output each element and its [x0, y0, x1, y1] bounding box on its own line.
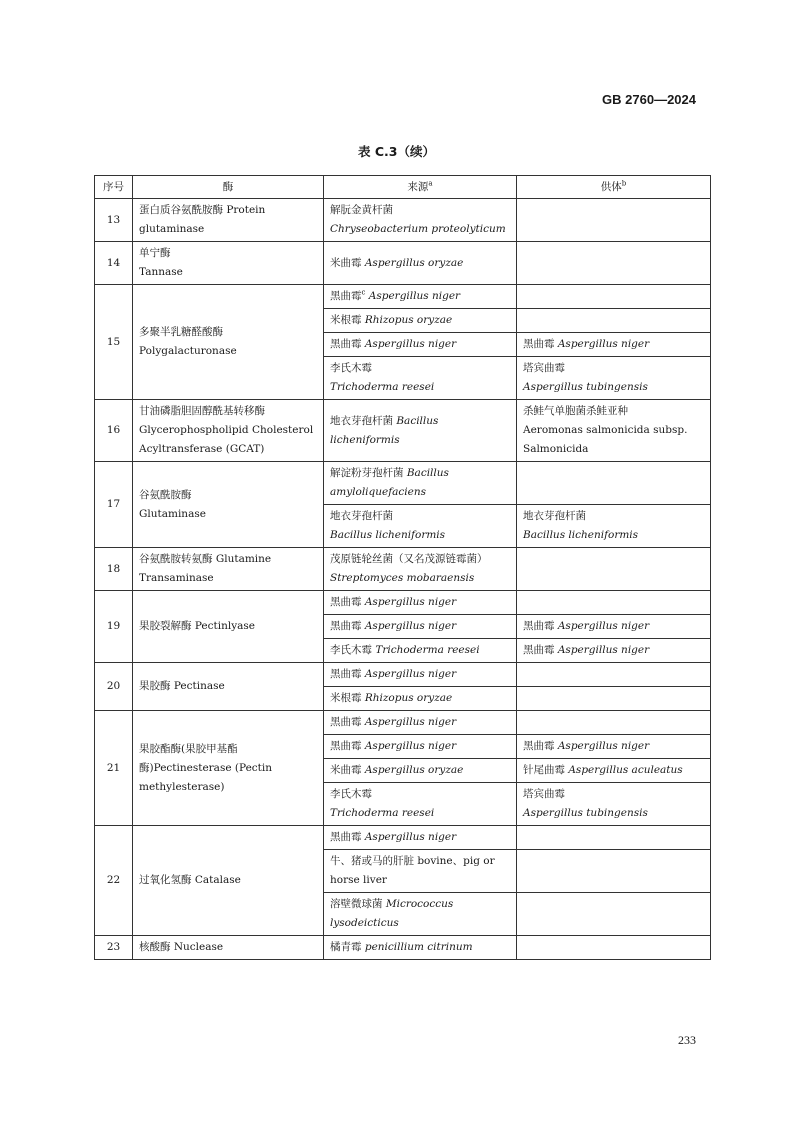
row-number: 16 [95, 400, 133, 462]
donor-cell [517, 591, 711, 615]
enzyme-name: 过氧化氢酶 Catalase [133, 826, 324, 936]
header-num: 序号 [95, 176, 133, 199]
enzyme-table [94, 175, 711, 960]
row-number: 17 [95, 462, 133, 548]
row-number: 23 [95, 936, 133, 960]
donor-cell [517, 663, 711, 687]
donor-cell [517, 893, 711, 936]
source-cell: 黑曲霉 Aspergillus niger [324, 735, 517, 759]
footnote-mark: a [428, 179, 433, 187]
source-cell: 李氏木霉 Trichoderma reesei [324, 639, 517, 663]
row-number: 15 [95, 285, 133, 400]
table-row [95, 663, 711, 687]
donor-cell [517, 850, 711, 893]
source-cell: 米根霉 Rhizopus oryzae [324, 687, 517, 711]
table-row [95, 242, 711, 285]
table-row [95, 591, 711, 615]
row-number: 21 [95, 711, 133, 826]
table-row [95, 462, 711, 505]
enzyme-name: 蛋白质谷氨酰胺酶 Protein glutaminase [133, 199, 324, 242]
table-row [95, 936, 711, 960]
donor-cell: 黑曲霉 Aspergillus niger [517, 639, 711, 663]
donor-cell: 黑曲霉 Aspergillus niger [517, 615, 711, 639]
standard-code: GB 2760—2024 [602, 92, 696, 107]
source-cell: 地衣芽孢杆菌 Bacillus licheniformis [324, 505, 517, 548]
header-source: 来源$^a$ [324, 176, 517, 199]
source-cell: 地衣芽孢杆菌 Bacillus licheniformis [324, 400, 517, 462]
enzyme-name: 甘油磷脂胆固醇酰基转移酶 Glycerophospholipid Cholesterol Acyltransferase (GCAT) [133, 400, 324, 462]
table-row [95, 400, 711, 462]
enzyme-name: 果胶酶 Pectinase [133, 663, 324, 711]
footnote-mark: b [621, 179, 627, 187]
row-number: 22 [95, 826, 133, 936]
enzyme-name: 果胶裂解酶 Pectinlyase [133, 591, 324, 663]
donor-cell [517, 548, 711, 591]
enzyme-name: 多聚半乳糖醛酸酶 Polygalacturonase [133, 285, 324, 400]
source-cell: 李氏木霉 Trichoderma reesei [324, 357, 517, 400]
row-number: 13 [95, 199, 133, 242]
table-row [95, 711, 711, 735]
source-cell: 橘青霉 penicillium citrinum [324, 936, 517, 960]
row-number: 19 [95, 591, 133, 663]
donor-cell [517, 242, 711, 285]
source-cell: 解朊金黄杆菌 Chryseobacterium proteolyticum [324, 199, 517, 242]
donor-cell [517, 199, 711, 242]
source-cell: 黑曲霉 Aspergillus niger [324, 663, 517, 687]
source-cell: 米根霉 Rhizopus oryzae [324, 309, 517, 333]
footnote-mark: c [361, 288, 366, 297]
table-row [95, 199, 711, 242]
table-row [95, 826, 711, 850]
donor-cell [517, 687, 711, 711]
source-cell: 黑曲霉 Aspergillus niger [324, 333, 517, 357]
source-cell: 溶壁微球菌 Micrococcus lysodeicticus [324, 893, 517, 936]
source-cell: 茂原链轮丝菌（又名茂源链霉菌） Streptomyces mobaraensis [324, 548, 517, 591]
donor-cell: 塔宾曲霉 Aspergillus tubingensis [517, 357, 711, 400]
source-cell: 黑曲霉$^c$ Aspergillus niger [324, 285, 517, 309]
donor-cell: 塔宾曲霉 Aspergillus tubingensis [517, 783, 711, 826]
donor-cell [517, 462, 711, 505]
source-cell: 解淀粉芽孢杆菌 Bacillus amyloliquefaciens [324, 462, 517, 505]
table-row [95, 285, 711, 309]
source-cell: 黑曲霉 Aspergillus niger [324, 711, 517, 735]
source-cell: 牛、猪或马的肝脏 bovine、pig or horse liver [324, 850, 517, 893]
donor-cell: 针尾曲霉 Aspergillus aculeatus [517, 759, 711, 783]
header-enzyme: 酶 [133, 176, 324, 199]
source-cell: 黑曲霉 Aspergillus niger [324, 826, 517, 850]
donor-cell: 黑曲霉 Aspergillus niger [517, 735, 711, 759]
enzyme-name: 核酸酶 Nuclease [133, 936, 324, 960]
donor-cell: 黑曲霉 Aspergillus niger [517, 333, 711, 357]
donor-cell [517, 936, 711, 960]
enzyme-name: 单宁酶 Tannase [133, 242, 324, 285]
source-cell: 李氏木霉 Trichoderma reesei [324, 783, 517, 826]
table-title: 表 C.3（续） [358, 144, 435, 159]
donor-cell: 杀鲑气单胞菌杀鲑亚种 Aeromonas salmonicida subsp. Salmonicida [517, 400, 711, 462]
row-number: 20 [95, 663, 133, 711]
donor-cell [517, 711, 711, 735]
table-row [95, 548, 711, 591]
enzyme-name: 谷氨酰胺转氨酶 Glutamine Transaminase [133, 548, 324, 591]
source-cell: 米曲霉 Aspergillus oryzae [324, 759, 517, 783]
enzyme-name: 谷氨酰胺酶 Glutaminase [133, 462, 324, 548]
donor-cell: 地衣芽孢杆菌 Bacillus licheniformis [517, 505, 711, 548]
source-cell: 黑曲霉 Aspergillus niger [324, 591, 517, 615]
header-donor: 供体$^b$ [517, 176, 711, 199]
donor-cell [517, 309, 711, 333]
enzyme-name: 果胶酯酶(果胶甲基酯酶)Pectinesterase (Pectin methylesterase) [133, 711, 324, 826]
page-number: 233 [678, 1033, 696, 1047]
row-number: 14 [95, 242, 133, 285]
source-cell: 黑曲霉 Aspergillus niger [324, 615, 517, 639]
source-cell: 米曲霉 Aspergillus oryzae [324, 242, 517, 285]
donor-cell [517, 826, 711, 850]
row-number: 18 [95, 548, 133, 591]
table-header-row [95, 176, 711, 199]
donor-cell [517, 285, 711, 309]
